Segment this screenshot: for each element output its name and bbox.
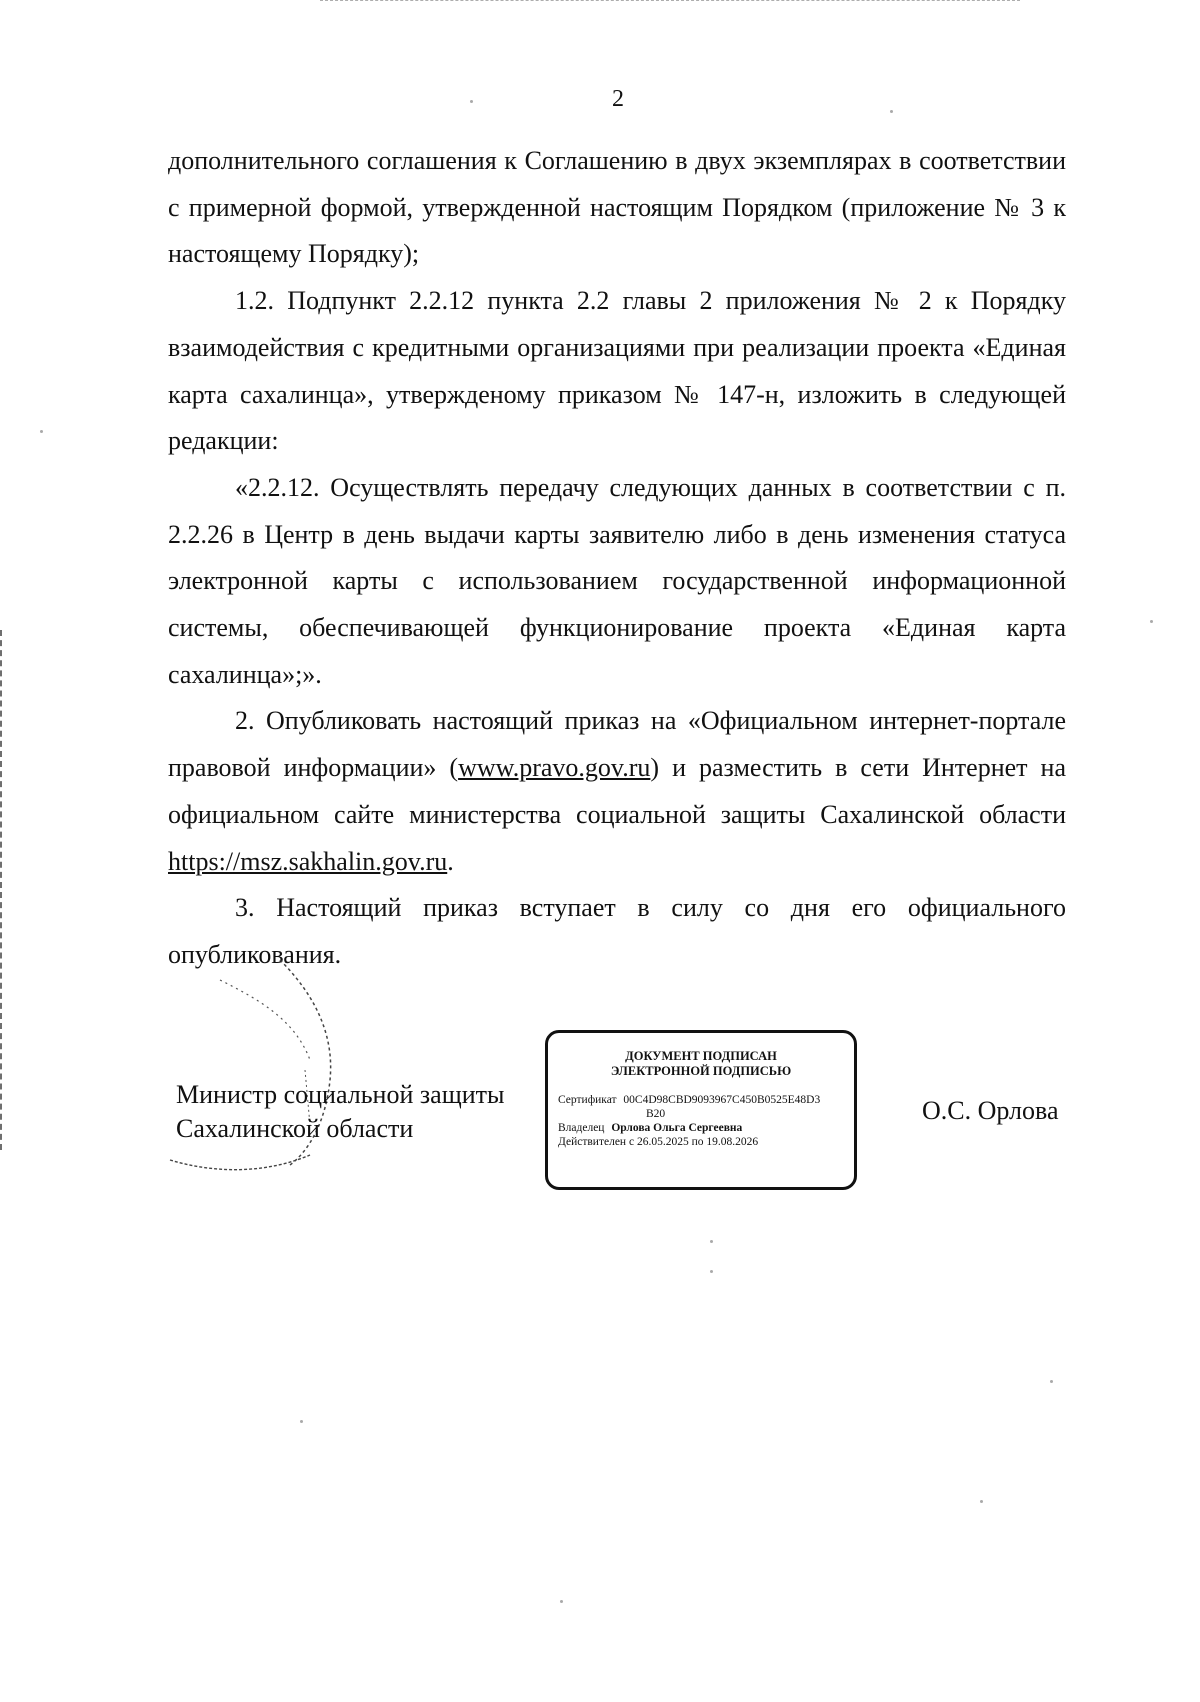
stamp-owner-value: Орлова Ольга Сергеевна — [611, 1122, 743, 1134]
signer-name: О.С. Орлова — [922, 1096, 1059, 1125]
signer-position-line-2: Сахалинской области — [176, 1114, 414, 1143]
scan-speck — [560, 1600, 563, 1603]
stamp-validity: Действителен с 26.05.2025 по 19.08.2026 — [558, 1136, 759, 1148]
paragraph-effective: 3. Настоящий приказ вступает в силу со дня его официального опубликования. — [168, 893, 1066, 969]
scan-speck — [300, 1420, 303, 1423]
stamp-title-line-2: ЭЛЕКТРОННОЙ ПОДПИСЬЮ — [610, 1064, 792, 1078]
publication-text-3: . — [447, 846, 454, 876]
msz-link[interactable]: https://msz.sakhalin.gov.ru — [168, 846, 448, 876]
scan-artifact-top — [320, 0, 1020, 3]
scan-speck — [710, 1270, 713, 1273]
page-number: 2 — [612, 86, 624, 112]
pravo-link[interactable]: www.pravo.gov.ru — [458, 753, 651, 783]
scan-artifact-left-edge — [0, 630, 10, 1150]
paragraph-quoted-2-2-12: «2.2.12. Осуществлять передачу следующих данных в соответствии с п. 2.2.26 в Центр в день выдачи карты заявителю либо в день изменения статуса электронной карты с использованием государственной информационной системы, обеспечивающей функционирование проекта «Единая карта сахалинца»;». — [168, 472, 1066, 689]
paragraph-publication — [168, 698, 1066, 885]
document-body — [168, 138, 1066, 979]
stamp-certificate-label: Сертификат — [558, 1094, 617, 1106]
stamp-certificate-tail: B20 — [646, 1108, 666, 1120]
scan-speck — [40, 430, 43, 433]
paragraph-1-2: 1.2. Подпункт 2.2.12 пункта 2.2 главы 2 приложения № 2 к Порядку взаимодействия с кредитными организациями при реализации проекта «Единая карта сахалинца», утвержденому приказом № 147-н, изложить в следующей редакции: — [168, 286, 1066, 456]
signer-position-line-1: Министр социальной защиты — [176, 1080, 505, 1109]
scan-speck — [980, 1500, 983, 1503]
publication-text-2: ) и разместить в сети Интернет на официальном сайте министерства социальной защиты Сахалинской области — [168, 753, 1066, 829]
stamp-owner-label: Владелец — [558, 1122, 605, 1134]
signer-position — [176, 1078, 504, 1146]
stamp-certificate-value: 00C4D98CBD9093967C450B0525E48D3 — [623, 1094, 821, 1106]
stamp-owner — [558, 1121, 844, 1135]
scan-speck — [470, 100, 473, 103]
stamp-certificate — [558, 1093, 844, 1107]
electronic-signature-stamp — [545, 1030, 857, 1190]
scan-speck — [1150, 620, 1153, 623]
scan-speck — [890, 110, 893, 113]
scan-speck — [1050, 1380, 1053, 1383]
stamp-title-line-1: ДОКУМЕНТ ПОДПИСАН — [625, 1049, 777, 1063]
paragraph-continuation: дополнительного соглашения к Соглашению в двух экземплярах в соответствии с примерной формой, утвержденной настоящим Порядком (приложение № 3 к настоящему Порядку); — [168, 146, 1066, 269]
publication-text-1: 2. Опубликовать настоящий приказ на «Официальном интернет-портале правовой информации» ( — [168, 706, 1066, 783]
scan-speck — [710, 1240, 713, 1243]
